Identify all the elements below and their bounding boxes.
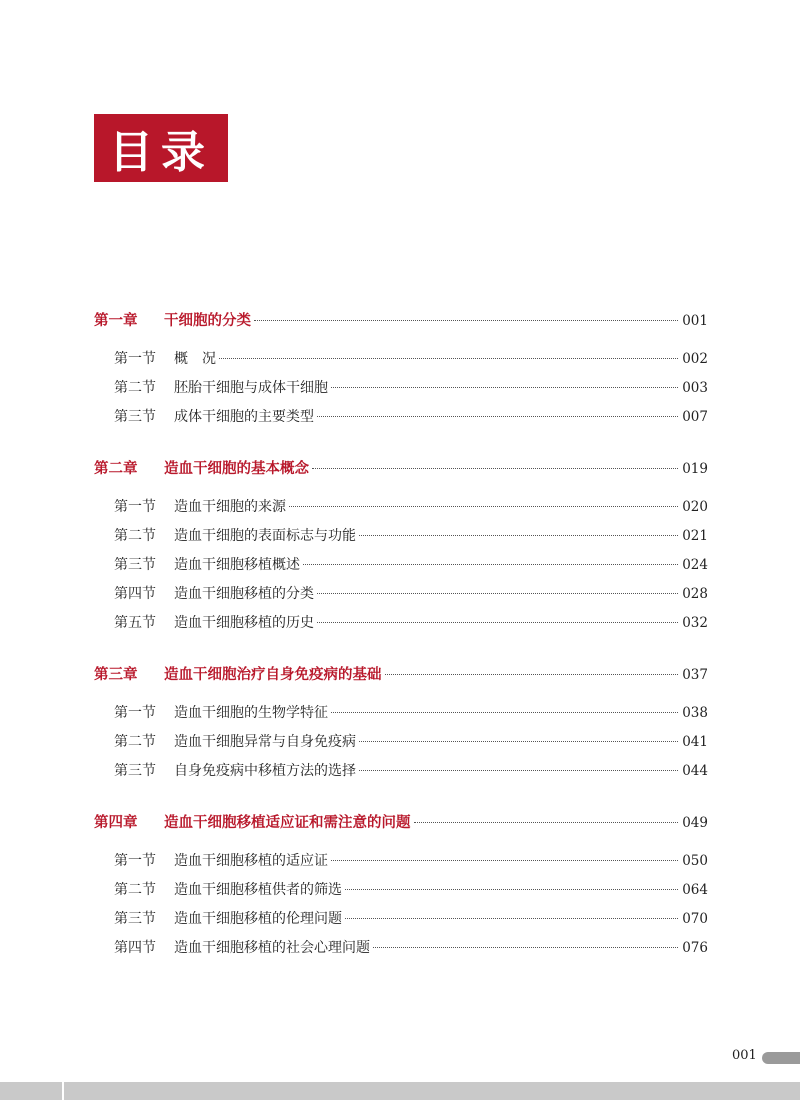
section-page: 020 xyxy=(682,499,708,515)
section-entry[interactable] xyxy=(94,934,708,963)
dot-leader xyxy=(359,770,678,771)
dot-leader xyxy=(385,674,679,675)
section-title: 造血干细胞的表面标志与功能 xyxy=(174,528,356,544)
section-title: 胚胎干细胞与成体干细胞 xyxy=(174,380,328,396)
chapter-number: 第一章 xyxy=(94,312,138,329)
section-entry[interactable] xyxy=(94,551,708,580)
chapter-page: 037 xyxy=(682,667,708,683)
dot-leader xyxy=(373,947,678,948)
chapter-title: 造血干细胞移植适应证和需注意的问题 xyxy=(164,814,411,831)
section-page: 002 xyxy=(682,351,708,367)
dot-leader xyxy=(303,564,678,565)
section-title: 造血干细胞的来源 xyxy=(174,499,286,515)
dot-leader xyxy=(345,918,678,919)
section-number: 第二节 xyxy=(114,734,156,750)
section-entry[interactable] xyxy=(94,728,708,757)
section-entry[interactable] xyxy=(94,699,708,728)
section-title: 成体干细胞的主要类型 xyxy=(174,409,314,425)
section-title: 造血干细胞的生物学特征 xyxy=(174,705,328,721)
dot-leader xyxy=(317,593,678,594)
chapter-page: 001 xyxy=(682,313,708,329)
dot-leader xyxy=(317,622,678,623)
section-entry[interactable] xyxy=(94,522,708,551)
section-page: 024 xyxy=(682,557,708,573)
section-page: 050 xyxy=(682,853,708,869)
section-number: 第一节 xyxy=(114,351,156,367)
section-number: 第四节 xyxy=(114,940,156,956)
dot-leader xyxy=(254,320,678,321)
dot-leader xyxy=(219,358,678,359)
section-entry[interactable] xyxy=(94,905,708,934)
section-number: 第四节 xyxy=(114,586,156,602)
section-number: 第三节 xyxy=(114,409,156,425)
section-entry[interactable] xyxy=(94,757,708,786)
section-title: 造血干细胞移植的历史 xyxy=(174,615,314,631)
table-of-contents xyxy=(94,306,708,963)
chapter-page: 019 xyxy=(682,461,708,477)
chapter-title: 造血干细胞治疗自身免疫病的基础 xyxy=(164,666,382,683)
dot-leader xyxy=(359,535,678,536)
section-title: 造血干细胞异常与自身免疫病 xyxy=(174,734,356,750)
section-entry[interactable] xyxy=(94,345,708,374)
section-page: 007 xyxy=(682,409,708,425)
chapter-number: 第三章 xyxy=(94,666,138,683)
section-page: 021 xyxy=(682,528,708,544)
page-number: 001 xyxy=(732,1048,757,1063)
section-number: 第三节 xyxy=(114,911,156,927)
section-entry[interactable] xyxy=(94,580,708,609)
footer-bar xyxy=(0,1082,800,1100)
chapter-number: 第四章 xyxy=(94,814,138,831)
section-page: 032 xyxy=(682,615,708,631)
section-number: 第三节 xyxy=(114,557,156,573)
section-title: 造血干细胞移植的社会心理问题 xyxy=(174,940,370,956)
dot-leader xyxy=(331,387,678,388)
section-entry[interactable] xyxy=(94,374,708,403)
section-number: 第一节 xyxy=(114,705,156,721)
section-page: 044 xyxy=(682,763,708,779)
dot-leader xyxy=(331,860,678,861)
section-page: 028 xyxy=(682,586,708,602)
dot-leader xyxy=(331,712,678,713)
section-number: 第一节 xyxy=(114,853,156,869)
section-entry[interactable] xyxy=(94,847,708,876)
chapter-entry[interactable] xyxy=(94,454,708,483)
section-number: 第二节 xyxy=(114,882,156,898)
section-title: 概 况 xyxy=(174,351,216,367)
toc-title: 目录 xyxy=(94,114,228,182)
chapter-page: 049 xyxy=(682,815,708,831)
section-title: 造血干细胞移植供者的筛选 xyxy=(174,882,342,898)
section-page: 064 xyxy=(682,882,708,898)
page-tab xyxy=(762,1052,800,1064)
dot-leader xyxy=(345,889,678,890)
section-number: 第五节 xyxy=(114,615,156,631)
section-title: 造血干细胞移植的分类 xyxy=(174,586,314,602)
section-number: 第三节 xyxy=(114,763,156,779)
chapter-entry[interactable] xyxy=(94,306,708,335)
chapter-title: 干细胞的分类 xyxy=(164,312,251,329)
section-number: 第一节 xyxy=(114,499,156,515)
chapter-title: 造血干细胞的基本概念 xyxy=(164,460,309,477)
section-entry[interactable] xyxy=(94,493,708,522)
section-entry[interactable] xyxy=(94,403,708,432)
section-title: 造血干细胞移植概述 xyxy=(174,557,300,573)
footer-divider xyxy=(62,1082,64,1100)
dot-leader xyxy=(312,468,678,469)
section-title: 造血干细胞移植的伦理问题 xyxy=(174,911,342,927)
section-number: 第二节 xyxy=(114,528,156,544)
section-page: 041 xyxy=(682,734,708,750)
dot-leader xyxy=(289,506,678,507)
section-entry[interactable] xyxy=(94,876,708,905)
chapter-entry[interactable] xyxy=(94,660,708,689)
dot-leader xyxy=(414,822,679,823)
section-title: 自身免疫病中移植方法的选择 xyxy=(174,763,356,779)
section-page: 070 xyxy=(682,911,708,927)
dot-leader xyxy=(359,741,678,742)
section-page: 003 xyxy=(682,380,708,396)
section-title: 造血干细胞移植的适应证 xyxy=(174,853,328,869)
section-entry[interactable] xyxy=(94,609,708,638)
section-page: 038 xyxy=(682,705,708,721)
section-number: 第二节 xyxy=(114,380,156,396)
chapter-number: 第二章 xyxy=(94,460,138,477)
section-page: 076 xyxy=(682,940,708,956)
dot-leader xyxy=(317,416,678,417)
chapter-entry[interactable] xyxy=(94,808,708,837)
